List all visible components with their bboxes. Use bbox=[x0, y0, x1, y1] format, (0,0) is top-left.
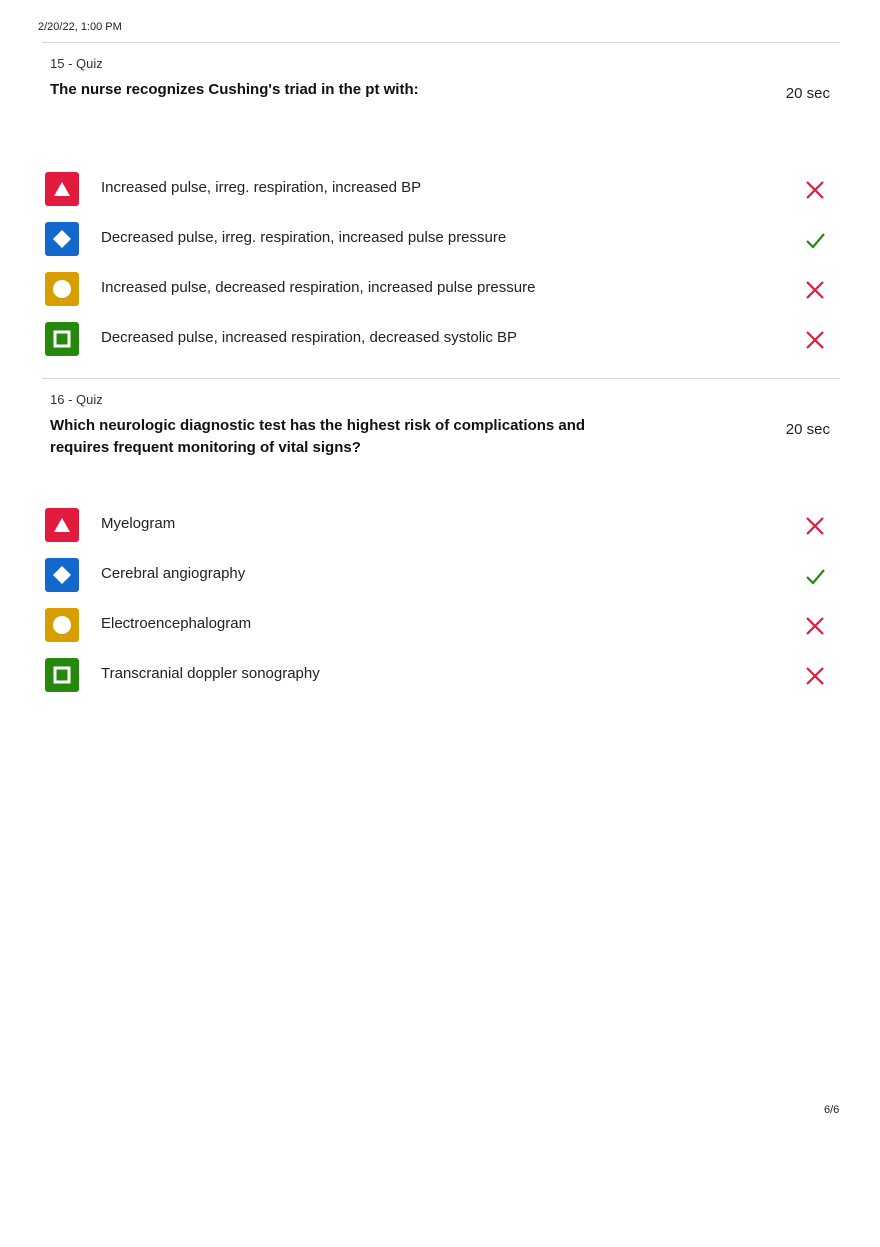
answer-list bbox=[42, 507, 840, 707]
square-icon bbox=[45, 322, 79, 356]
cross-icon bbox=[804, 279, 826, 301]
quiz-block-15 bbox=[42, 42, 840, 346]
quiz-label: 15 - Quiz bbox=[50, 56, 103, 71]
answer-item bbox=[42, 221, 840, 271]
triangle-icon bbox=[45, 508, 79, 542]
answer-text: Electroencephalogram bbox=[101, 615, 252, 632]
circle-icon bbox=[45, 272, 79, 306]
square-icon bbox=[45, 658, 79, 692]
quiz-time-limit: 20 sec bbox=[785, 85, 830, 102]
answer-item bbox=[42, 271, 840, 321]
answer-item bbox=[42, 321, 840, 371]
check-icon bbox=[804, 229, 826, 251]
circle-icon bbox=[45, 608, 79, 642]
answer-text: Cerebral angiography bbox=[101, 565, 246, 582]
answer-list bbox=[42, 171, 840, 371]
answer-text: Increased pulse, irreg. respiration, increased BP bbox=[101, 179, 422, 196]
cross-icon bbox=[804, 179, 826, 201]
cross-icon bbox=[804, 329, 826, 351]
answer-item bbox=[42, 607, 840, 657]
triangle-icon bbox=[45, 172, 79, 206]
quiz-question: Which neurologic diagnostic test has the highest risk of complications and requires frequent monitoring of vital signs? bbox=[50, 417, 586, 456]
answer-text: Transcranial doppler sonography bbox=[101, 665, 320, 682]
page-number: 6/6 bbox=[824, 1104, 840, 1116]
answer-item bbox=[42, 657, 840, 707]
answer-text: Decreased pulse, increased respiration, decreased systolic BP bbox=[101, 329, 518, 346]
cross-icon bbox=[804, 515, 826, 537]
quiz-label: 16 - Quiz bbox=[50, 392, 103, 407]
answer-text: Myelogram bbox=[101, 515, 176, 532]
diamond-icon bbox=[45, 222, 79, 256]
answer-item bbox=[42, 171, 840, 221]
cross-icon bbox=[804, 615, 826, 637]
print-date: 2/20/22, 1:00 PM bbox=[38, 21, 122, 33]
answer-item bbox=[42, 507, 840, 557]
diamond-icon bbox=[45, 558, 79, 592]
cross-icon bbox=[804, 665, 826, 687]
check-icon bbox=[804, 565, 826, 587]
quiz-time-limit: 20 sec bbox=[785, 421, 830, 438]
quiz-question: The nurse recognizes Cushing's triad in the pt with: bbox=[50, 81, 419, 98]
answer-item bbox=[42, 557, 840, 607]
answer-text: Decreased pulse, irreg. respiration, increased pulse pressure bbox=[101, 229, 507, 246]
answer-text: Increased pulse, decreased respiration, increased pulse pressure bbox=[101, 279, 536, 296]
quiz-block-16 bbox=[42, 378, 840, 682]
